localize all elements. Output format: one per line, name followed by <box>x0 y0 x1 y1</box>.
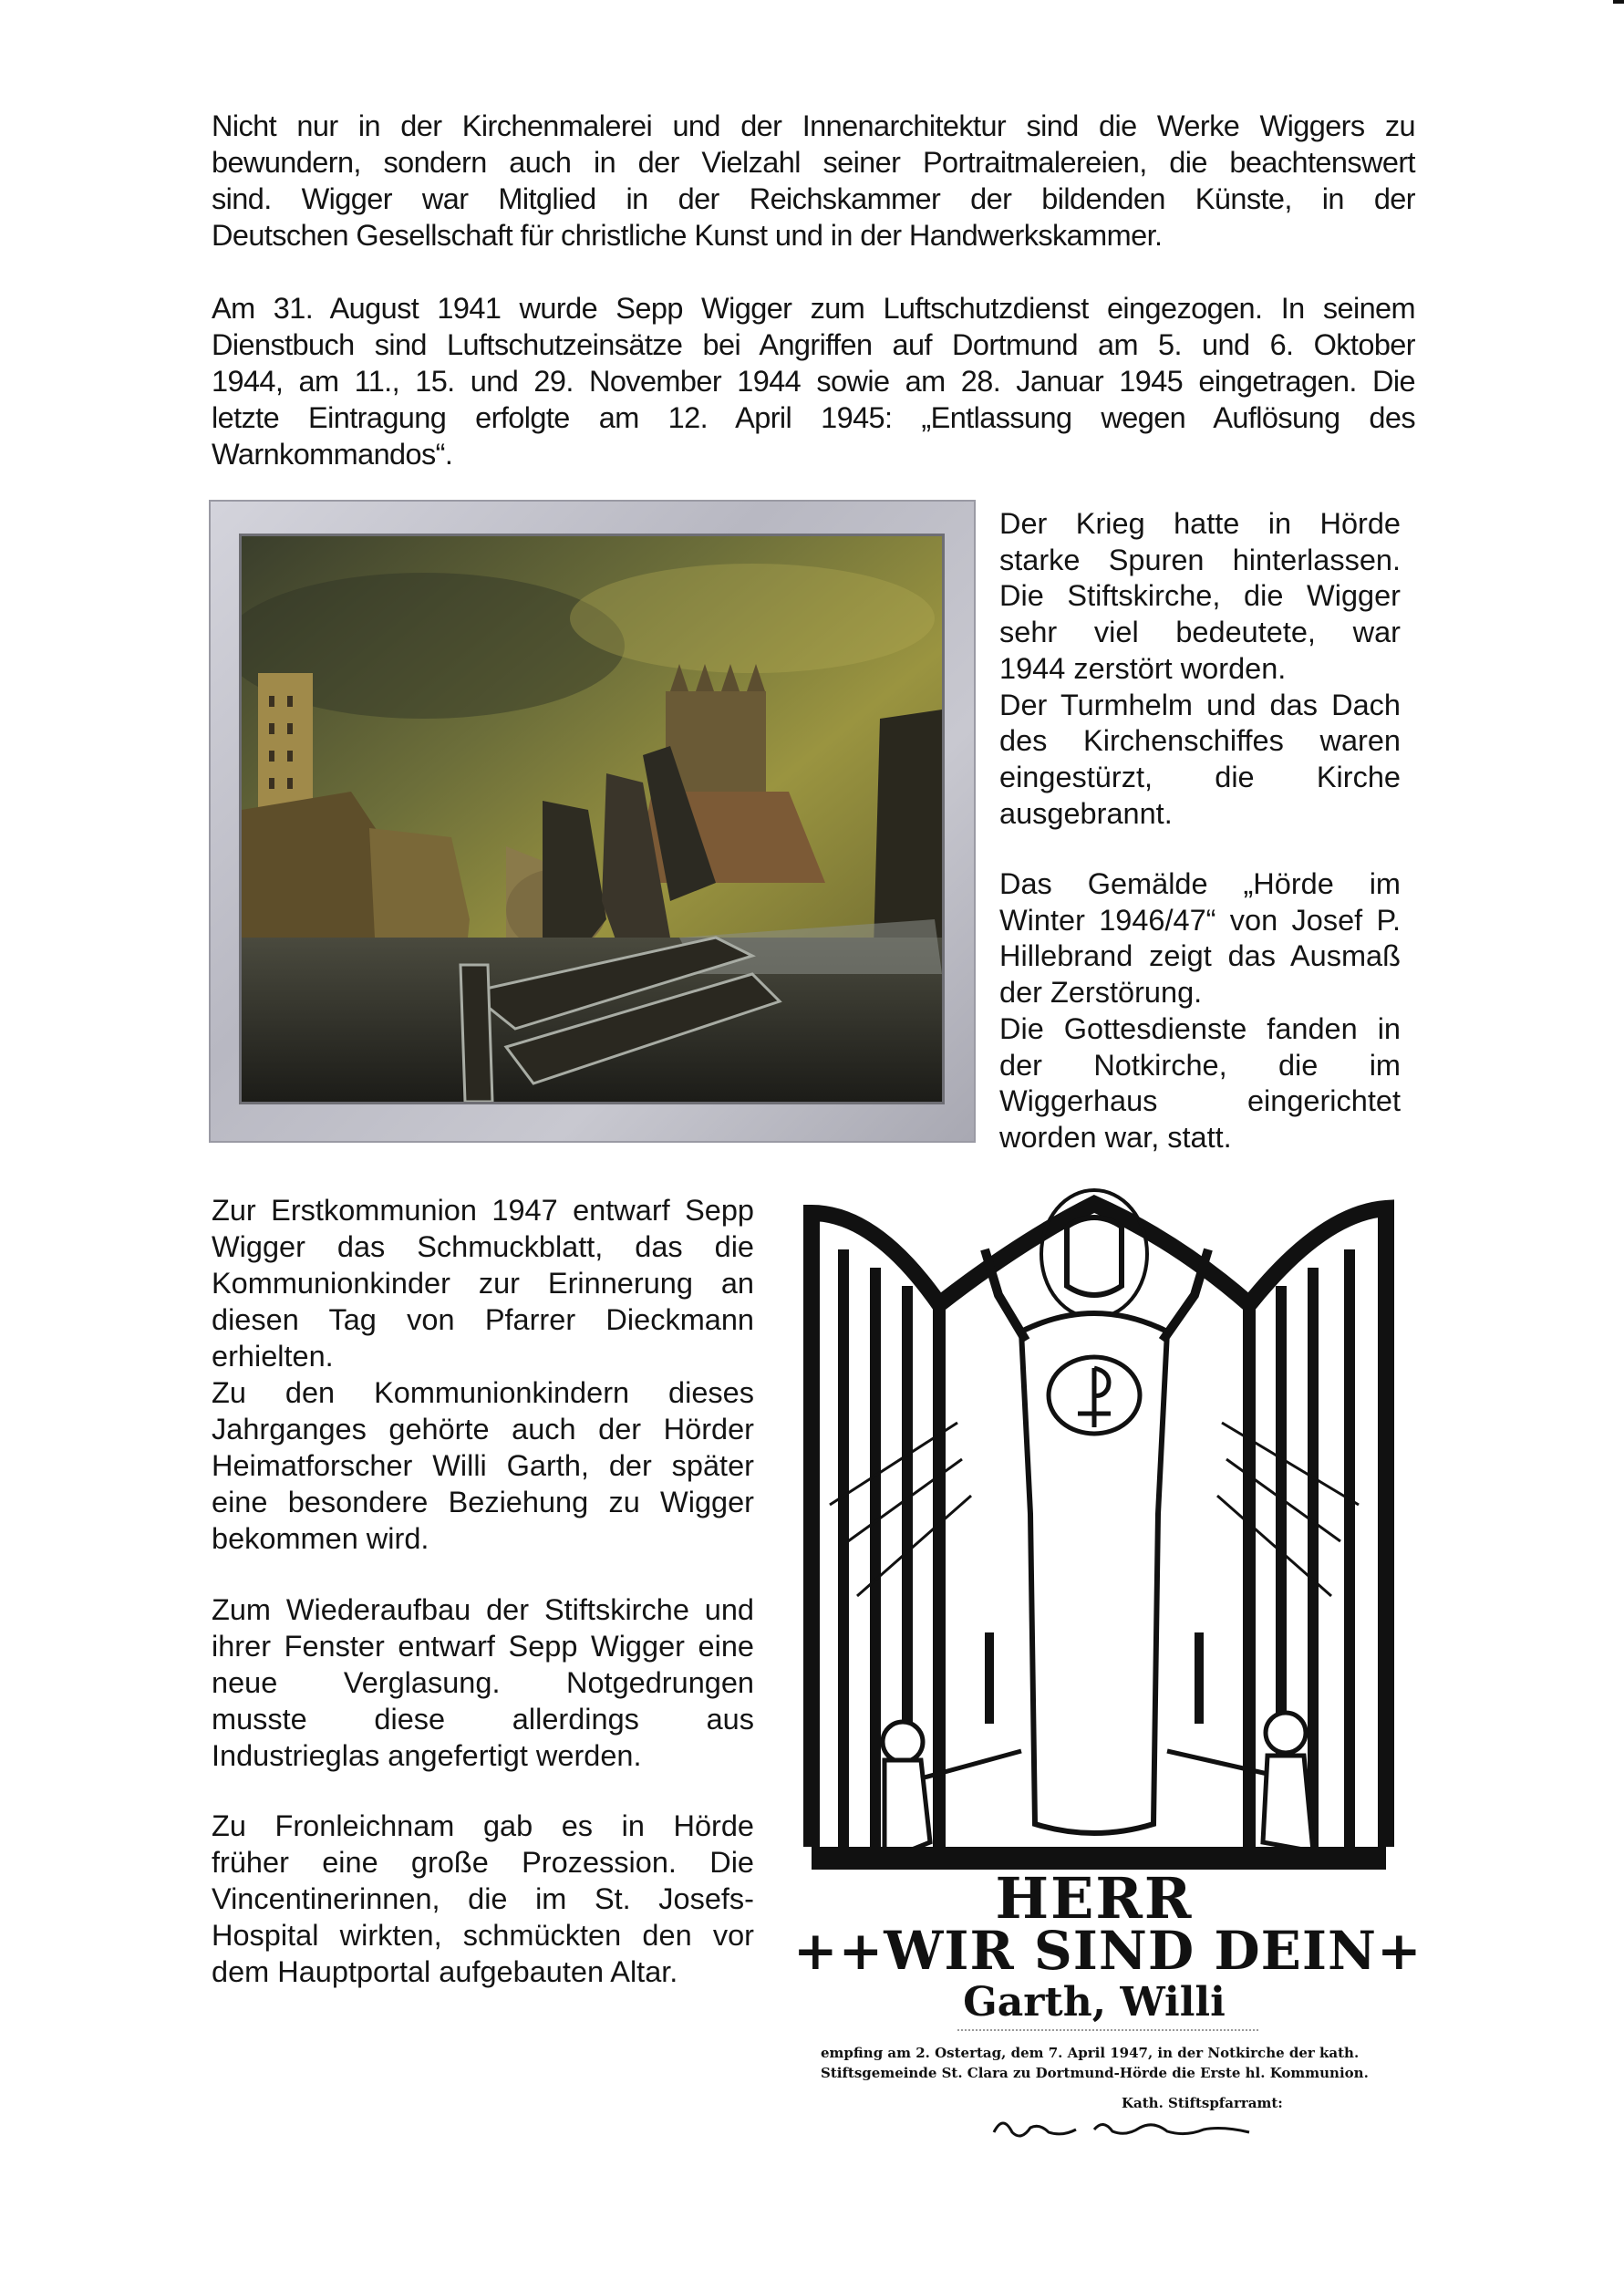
text-line: Zu den Kommunionkindern dieses <box>212 1376 754 1409</box>
text-line: sehr viel bedeutete, war <box>999 616 1401 649</box>
text-line: des Kirchenschiffes waren <box>999 724 1401 758</box>
text-line: Dienstbuch sind Luftschutzeinsätze bei Angriffen auf Dortmund am 5. und 6. Oktober <box>212 328 1415 361</box>
text-line: Zur Erstkommunion 1947 entwarf Sepp <box>212 1194 754 1227</box>
text-line: Wiggerhaus eingerichtet <box>999 1084 1401 1118</box>
text-line: bekommen wird. <box>212 1522 429 1555</box>
paragraph-war-damage <box>999 506 1401 832</box>
christ-head <box>1067 1218 1122 1295</box>
text-line: Deutschen Gesellschaft für christliche Kunst und in der Handwerkskammer. <box>212 219 1163 252</box>
text-line: eingestürzt, die Kirche <box>999 760 1401 793</box>
candle-right <box>1195 1632 1204 1724</box>
paragraph-reconstruction <box>212 1591 754 1774</box>
text-line: Winter 1946/47“ von Josef P. <box>999 903 1401 937</box>
text-line: Die Stiftskirche, die Wigger <box>999 579 1401 613</box>
text-line: der Notkirche, die im <box>999 1048 1401 1082</box>
text-line: ihrer Fenster entwarf Sepp Wigger eine <box>212 1630 754 1663</box>
text-line: bewundern, sondern auch in der Vielzahl seiner Portraitmalereien, die beachtenswert <box>212 146 1415 179</box>
text-line: der Zerstörung. <box>999 976 1203 1010</box>
text-line: früher eine große Prozession. Die <box>212 1846 754 1879</box>
text-line: sind. Wigger war Mitglied in der Reichskammer der bildenden Künste, in der <box>212 182 1415 215</box>
painting-cloud <box>570 564 935 673</box>
text-line: Heimatforscher Willi Garth, der später <box>212 1449 754 1482</box>
scan-edge-mark <box>1613 0 1624 4</box>
certificate-body-line: empfing am 2. Ostertag, dem 7. April 1947, in der Notkirche der kath. <box>821 2045 1360 2061</box>
text-line: Nicht nur in der Kirchenmalerei und der Innenarchitektur sind die Werke Wiggers zu <box>212 109 1415 142</box>
text-line: dem Hauptportal aufgebauten Altar. <box>212 1955 678 1988</box>
text-line: Der Turmhelm und das Dach <box>999 688 1401 721</box>
text-line: worden war, statt. <box>999 1120 1232 1154</box>
text-line: Zum Wiederaufbau der Stiftskirche und <box>212 1593 754 1626</box>
certificate-motto: ++WIR SIND DEIN+ <box>793 1920 1422 1982</box>
signature-icon <box>976 2109 1267 2146</box>
text-line: 1944 zerstört worden. <box>999 651 1287 685</box>
text-line: Am 31. August 1941 wurde Sepp Wigger zum Luftschutzdienst eingezogen. In seinem <box>212 292 1415 325</box>
text-line: Kommunionkinder zur Erinnerung an <box>212 1267 754 1300</box>
text-line: diesen Tag von Pfarrer Dieckmann <box>212 1303 754 1336</box>
christ-window-woodcut <box>793 1186 1395 1970</box>
paragraph-air-raid-service <box>212 290 1415 472</box>
paragraph-corpus-christi <box>212 1808 754 1990</box>
text-line: Zu Fronleichnam gab es in Hörde <box>212 1809 754 1842</box>
communion-certificate <box>793 1186 1422 2111</box>
text-line: eine besondere Beziehung zu Wigger <box>212 1486 754 1518</box>
text-line: 1944, am 11., 15. und 29. November 1944 sowie am 28. Januar 1945 eingetragen. Die <box>212 365 1415 398</box>
text-line: Warnkommandos“. <box>212 438 453 471</box>
certificate-name: Garth, Willi <box>963 1979 1226 2026</box>
text-line: musste diese allerdings aus <box>212 1703 754 1736</box>
painting-hoerde-winter <box>242 536 942 1102</box>
text-line: Industrieglas angefertigt werden. <box>212 1739 642 1772</box>
paragraph-painting-description <box>999 866 1401 1156</box>
text-line: Hillebrand zeigt das Ausmaß <box>999 939 1401 973</box>
certificate-office: Kath. Stiftspfarramt: <box>1122 2095 1283 2111</box>
candle-left <box>985 1632 994 1724</box>
painting-frame <box>209 500 976 1143</box>
text-line: starke Spuren hinterlassen. <box>999 543 1401 576</box>
text-line: Wigger das Schmuckblatt, das die <box>212 1230 754 1263</box>
text-line: Das Gemälde „Hörde im <box>999 867 1401 900</box>
text-line: Die Gottesdienste fanden in <box>999 1011 1401 1045</box>
certificate-heading: HERR <box>995 1865 1194 1932</box>
text-line: Hospital wirkten, schmückten den vor <box>212 1919 754 1952</box>
text-line: letzte Eintragung erfolgte am 12. April 1945: „Entlassung wegen Auflösung des <box>212 401 1415 434</box>
name-underline <box>957 2029 1258 2031</box>
text-line: ausgebrannt. <box>999 796 1173 830</box>
certificate-body-line: Stiftsgemeinde St. Clara zu Dortmund-Hörde die Erste hl. Kommunion. <box>821 2065 1369 2081</box>
text-line: erhielten. <box>212 1340 334 1373</box>
text-line: Jahrganges gehörte auch der Hörder <box>212 1413 754 1446</box>
text-line: Vincentinerinnen, die im St. Josefs- <box>212 1882 754 1915</box>
text-line: Der Krieg hatte in Hörde <box>999 507 1401 540</box>
paragraph-portrait-painting <box>212 108 1415 254</box>
text-line: neue Verglasung. Notgedrungen <box>212 1666 754 1699</box>
paragraph-first-communion <box>212 1192 754 1557</box>
